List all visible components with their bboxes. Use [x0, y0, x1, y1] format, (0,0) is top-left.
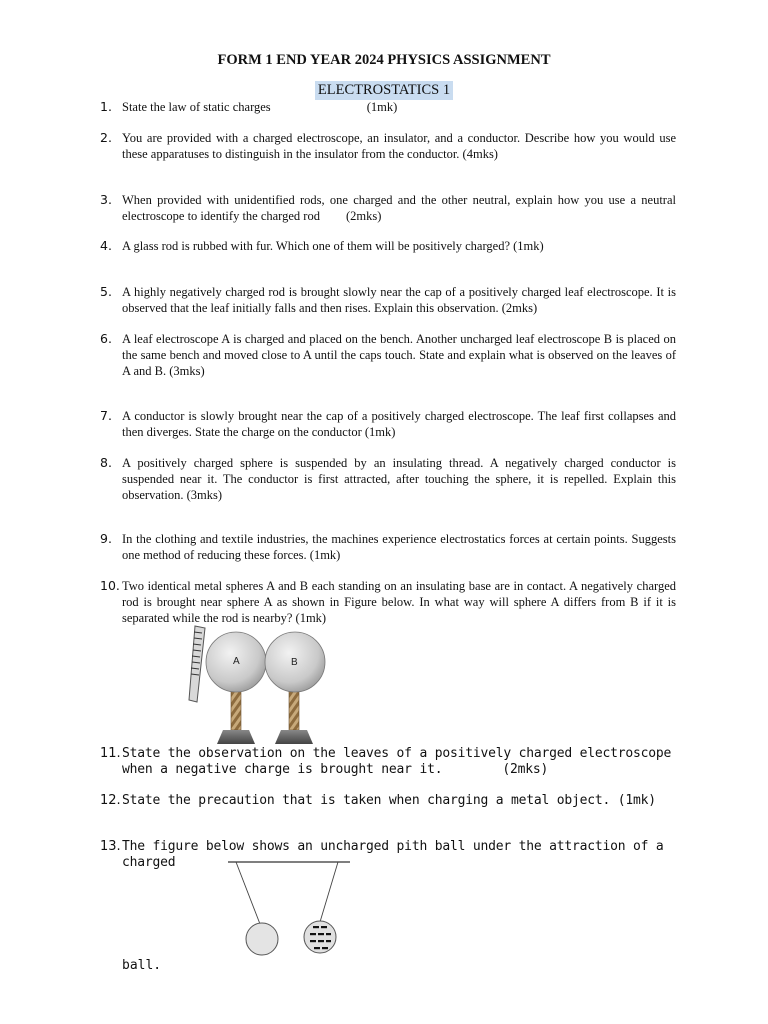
question-marks: (2mks) [502, 762, 549, 777]
question-text: When provided with unidentified rods, one charged and the other neutral, explain how you use a neutral electroscope to identify the charged rod [122, 193, 676, 223]
question-11 [100, 746, 676, 778]
question-text: A conductor is slowly brought near the cap of a positively charged electroscope. The leaf first collapses and then diverges. State the charge on the conductor (1mk) [122, 409, 676, 439]
charged-rod [189, 626, 205, 702]
question-number: 3. [100, 192, 112, 207]
question-text: In the clothing and textile industries, the machines experience electrostatics forces at certain points. Suggests one method of reducing these forces. (1mk) [122, 532, 676, 562]
question-text: State the precaution that is taken when charging a metal object. (1mk) [122, 793, 656, 808]
question-text: Two identical metal spheres A and B each standing on an insulating base are in contact. A negatively charged rod is brought near sphere A as shown in Figure below. In what way will sphere A differs from B if it is separated while the rod is nearby? (1mk) [122, 579, 676, 625]
base-b [275, 730, 313, 744]
question-number: 9. [100, 531, 112, 546]
question-6 [100, 331, 676, 379]
question-number: 1. [100, 99, 112, 114]
page-subtitle: ELECTROSTATICS 1 [315, 81, 453, 100]
sphere-b-label: B [291, 657, 298, 668]
base-a [217, 730, 255, 744]
question-number: 4. [100, 238, 112, 253]
question-text: A leaf electroscope A is charged and placed on the bench. Another uncharged leaf electroscope B is placed on the same bench and moved close to A until the caps touch. State and explain what is observed on the leaves of A and B. (3mks) [122, 332, 676, 378]
question-2 [100, 130, 676, 162]
question-number: 7. [100, 408, 112, 423]
question-number: 10. [100, 578, 120, 593]
question-number: 12. [100, 793, 121, 808]
question-text: A positively charged sphere is suspended by an insulating thread. A negatively charged conductor is suspended near it. The conductor is first attracted, after touching the sphere, it is repelled. Explain this observation. (3mks) [122, 456, 676, 502]
question-1 [100, 99, 676, 115]
question-number: 5. [100, 284, 112, 299]
question-9 [100, 531, 676, 563]
uncharged-pith-ball [246, 923, 278, 955]
charged-ball [304, 921, 336, 953]
question-number: 8. [100, 455, 112, 470]
question-marks: (2mks) [345, 209, 382, 223]
question-text: A highly negatively charged rod is brought slowly near the cap of a positively charged leaf electroscope. It is observed that the leaf initially falls and then rises. Explain this observation. (2mks) [122, 285, 676, 315]
sphere-a-label: A [233, 656, 240, 667]
question-3 [100, 192, 676, 224]
question-13 [100, 839, 676, 871]
question-number: 2. [100, 130, 112, 145]
question-12 [100, 793, 676, 809]
question-marks: (1mk) [366, 100, 398, 114]
question-text: The figure below shows an uncharged pith ball under the attraction of a charged [122, 839, 664, 870]
question-number: 13. [100, 839, 121, 854]
question-13-continuation: ball. [122, 958, 162, 973]
question-text: A glass rod is rubbed with fur. Which one of them will be positively charged? (1mk) [122, 239, 544, 253]
thread-right [320, 862, 338, 922]
pith-ball-figure [226, 858, 352, 962]
question-10 [100, 578, 676, 626]
question-8 [100, 455, 676, 503]
question-number: 11. [100, 746, 121, 761]
page-title: FORM 1 END YEAR 2024 PHYSICS ASSIGNMENT [217, 52, 551, 68]
question-5 [100, 284, 676, 316]
question-text: State the observation on the leaves of a positively charged electroscope when a negative charge is brought near it. [122, 746, 672, 777]
question-4 [100, 238, 676, 254]
question-text: You are provided with a charged electroscope, an insulator, and a conductor. Describe how you would use these apparatuses to distinguish in the insulator from the conductor. (4mks) [122, 131, 676, 161]
question-number: 6. [100, 331, 112, 346]
question-7 [100, 408, 676, 440]
spheres-figure [185, 622, 335, 746]
question-text: State the law of static charges [122, 100, 271, 114]
thread-left [236, 862, 260, 924]
